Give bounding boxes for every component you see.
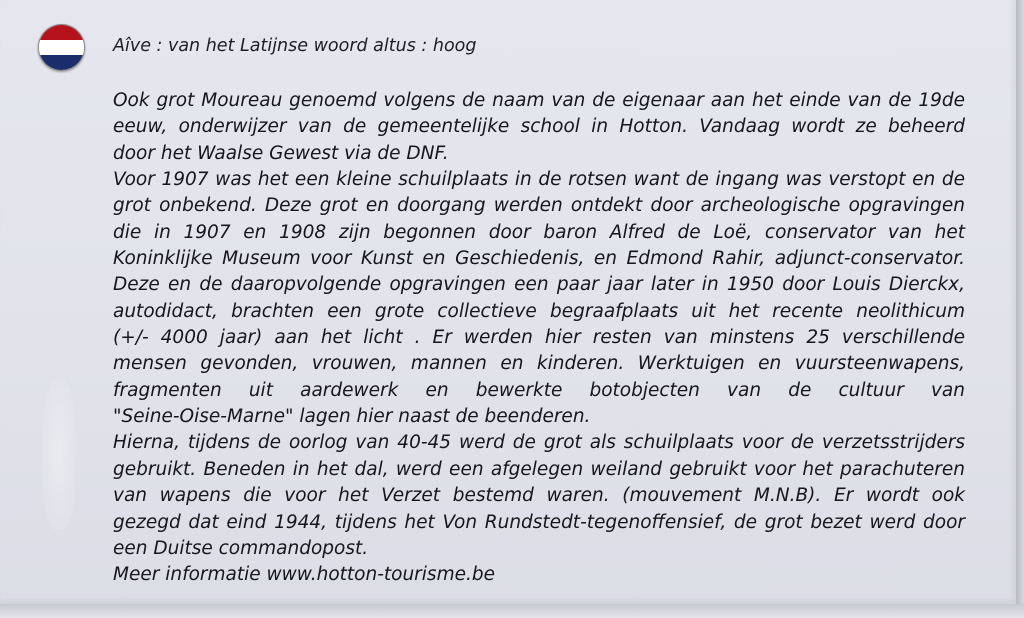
flag-band-white bbox=[39, 40, 84, 55]
body-line: "Seine-Oise-Marne" lagen hier naast de beenderen. bbox=[113, 406, 591, 428]
body-line: (+/- 4000 jaar) aan het licht . Er werden hier resten van minstens 25 verschillende bbox=[113, 327, 965, 349]
body-line: Voor 1907 was het een kleine schuilplaats in de rotsen want de ingang was verstopt en de bbox=[113, 169, 965, 191]
body-line: grot onbekend. Deze grot en doorgang werden ontdekt door archeologische opgravingen bbox=[113, 195, 965, 217]
body-line: fragmenten uit aardewerk en bewerkte botobjecten van de cultuur van bbox=[113, 379, 965, 401]
panel-bottom-edge bbox=[0, 604, 1024, 618]
body-line: van wapens die voor het Verzet bestemd waren. (mouvement M.N.B). Er wordt ook bbox=[113, 485, 965, 507]
body-line: Ook grot Moureau genoemd volgens de naam van de eigenaar aan het einde van de 19de bbox=[113, 90, 965, 111]
sign-heading: Aîve : van het Latijnse woord altus : hoog bbox=[113, 36, 477, 56]
body-line: gebruikt. Beneden in het dal, werd een afgelegen weiland gebruikt voor het parachuteren bbox=[113, 458, 965, 480]
body-line: een Duitse commandopost. bbox=[113, 537, 369, 559]
flag-band-blue bbox=[39, 55, 84, 70]
sign-body-text bbox=[113, 88, 965, 589]
body-line: eeuw, onderwijzer van de gemeentelijke school in Hotton. Vandaag wordt ze beheerd bbox=[113, 116, 965, 138]
body-line: autodidact, brachten een grote collectieve begraafplaats uit het recente neolithicum bbox=[113, 300, 965, 322]
surface-smudge bbox=[42, 380, 76, 530]
body-line: Meer informatie www.hotton-tourisme.be bbox=[113, 564, 495, 586]
body-line: die in 1907 en 1908 zijn begonnen door baron Alfred de Loë, conservator van het bbox=[113, 221, 965, 243]
body-line: door het Waalse Gewest via de DNF. bbox=[113, 142, 449, 164]
body-line: Deze en de daaropvolgende opgravingen een paar jaar later in 1950 door Louis Dierckx, bbox=[113, 274, 965, 296]
panel-right-edge bbox=[1016, 0, 1024, 618]
body-line: mensen gevonden, vrouwen, mannen en kinderen. Werktuigen en vuursteenwapens, bbox=[113, 353, 965, 375]
body-line: Hierna, tijdens de oorlog van 40-45 werd de grot als schuilplaats voor de verzetsstrijders bbox=[113, 432, 965, 454]
dutch-flag-icon bbox=[38, 24, 85, 71]
body-line: Koninklijke Museum voor Kunst en Geschiedenis, en Edmond Rahir, adjunct-conservator. bbox=[113, 248, 965, 270]
body-line: gezegd dat eind 1944, tijdens het Von Rundstedt-tegenoffensief, de grot bezet werd door bbox=[113, 511, 965, 533]
flag-band-red bbox=[39, 25, 84, 40]
